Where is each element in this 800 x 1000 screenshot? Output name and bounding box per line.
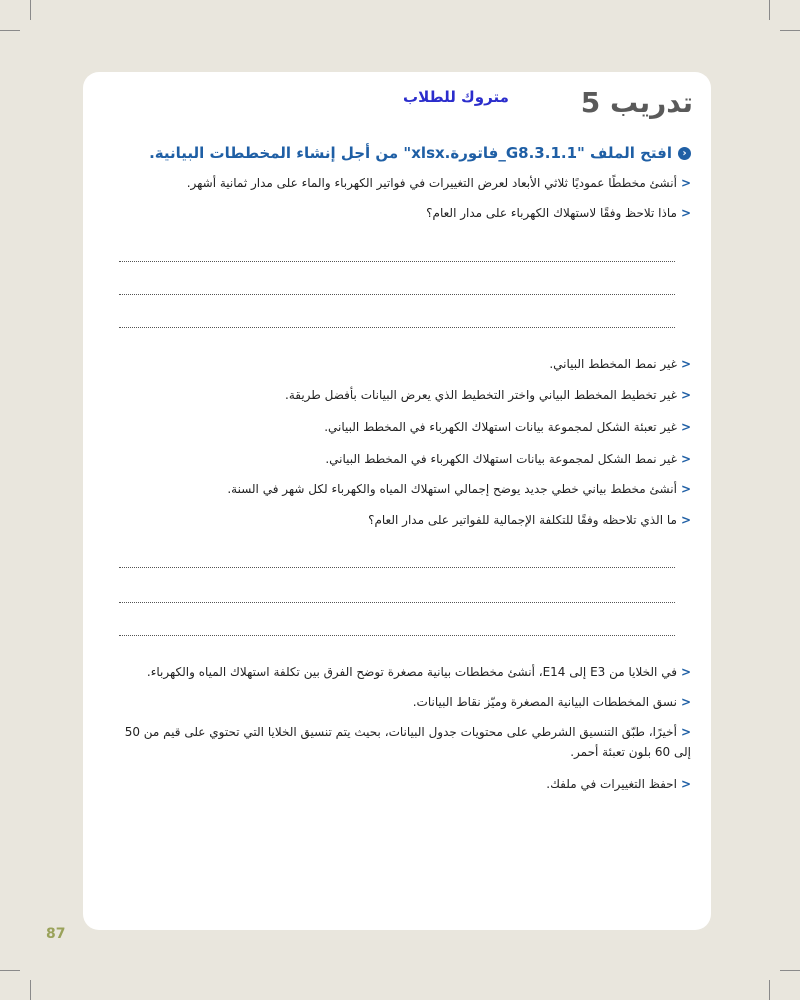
instruction-item: <في الخلايا من E3 إلى E14، أنشئ مخططات بيانية مصغرة توضح الفرق بين تكلفة استهلاك المياه والكهرباء. — [146, 665, 691, 679]
answer-line[interactable] — [119, 567, 675, 568]
answer-line[interactable] — [119, 635, 675, 636]
crop-mark — [780, 970, 800, 971]
instruction-item: <غير تعبئة الشكل لمجموعة بيانات استهلاك الكهرباء في المخطط البياني. — [324, 420, 691, 434]
crop-mark — [769, 0, 770, 20]
instruction-item: <أنشئ مخططًا عموديًا ثلاثي الأبعاد لعرض التغييرات في فواتير الكهرباء والماء على مدار ثمانية أشهر. — [186, 176, 691, 190]
arrow-icon: < — [680, 777, 691, 791]
exercise-title: تدريب 5 — [580, 86, 693, 119]
arrow-icon: < — [680, 695, 691, 709]
crop-mark — [30, 980, 31, 1000]
arrow-icon: < — [680, 513, 691, 527]
question-item: <ما الذي تلاحظه وفقًا للتكلفة الإجمالية للفواتير على مدار العام؟ — [368, 513, 691, 527]
crop-mark — [30, 0, 31, 20]
exercise-heading-text: افتح الملف "G8.3.1.1_فاتورة.xlsx" من أجل إنشاء المخططات البيانية. — [149, 144, 672, 162]
arrow-icon: < — [680, 665, 691, 679]
exercise-subtitle: متروك للطلاب — [403, 88, 509, 106]
arrow-icon: < — [680, 725, 691, 739]
answer-line[interactable] — [119, 261, 675, 262]
question-item: <ماذا تلاحظ وفقًا لاستهلاك الكهرباء على مدار العام؟ — [426, 206, 691, 220]
arrow-icon: < — [680, 482, 691, 496]
chevron-circle-icon: ‹ — [678, 147, 691, 160]
answer-line[interactable] — [119, 294, 675, 295]
arrow-icon: < — [680, 452, 691, 466]
arrow-icon: < — [680, 357, 691, 371]
exercise-heading — [149, 144, 691, 162]
arrow-icon: < — [680, 420, 691, 434]
answer-line[interactable] — [119, 327, 675, 328]
instruction-item: <غير نمط المخطط البياني. — [549, 357, 691, 371]
instruction-item: <احفظ التغييرات في ملفك. — [546, 777, 691, 791]
exercise-card — [83, 72, 711, 930]
answer-line[interactable] — [119, 602, 675, 603]
instruction-item: <غير نمط الشكل لمجموعة بيانات استهلاك الكهرباء في المخطط البياني. — [325, 452, 691, 466]
arrow-icon: < — [680, 206, 691, 220]
crop-mark — [0, 30, 20, 31]
instruction-item: <أنشئ مخطط بياني خطي جديد يوضح إجمالي استهلاك المياه والكهرباء لكل شهر في السنة. — [227, 482, 691, 496]
crop-mark — [0, 970, 20, 971]
instruction-item: <نسق المخططات البيانية المصغرة وميّز نقاط البيانات. — [412, 695, 691, 709]
crop-mark — [780, 30, 800, 31]
arrow-icon: < — [680, 388, 691, 402]
page-number: 87 — [46, 926, 66, 942]
instruction-item: <غير تخطيط المخطط البياني واختر التخطيط الذي يعرض البيانات بأفضل طريقة. — [285, 388, 691, 402]
crop-mark — [769, 980, 770, 1000]
arrow-icon: < — [680, 176, 691, 190]
instruction-item: <أخيرًا، طبّق التنسيق الشرطي على محتويات جدول البيانات، بحيث يتم تنسيق الخلايا التي تحتوي على قيم من 50 إلى 60 بلون تعبئة أحمر. — [124, 725, 691, 759]
